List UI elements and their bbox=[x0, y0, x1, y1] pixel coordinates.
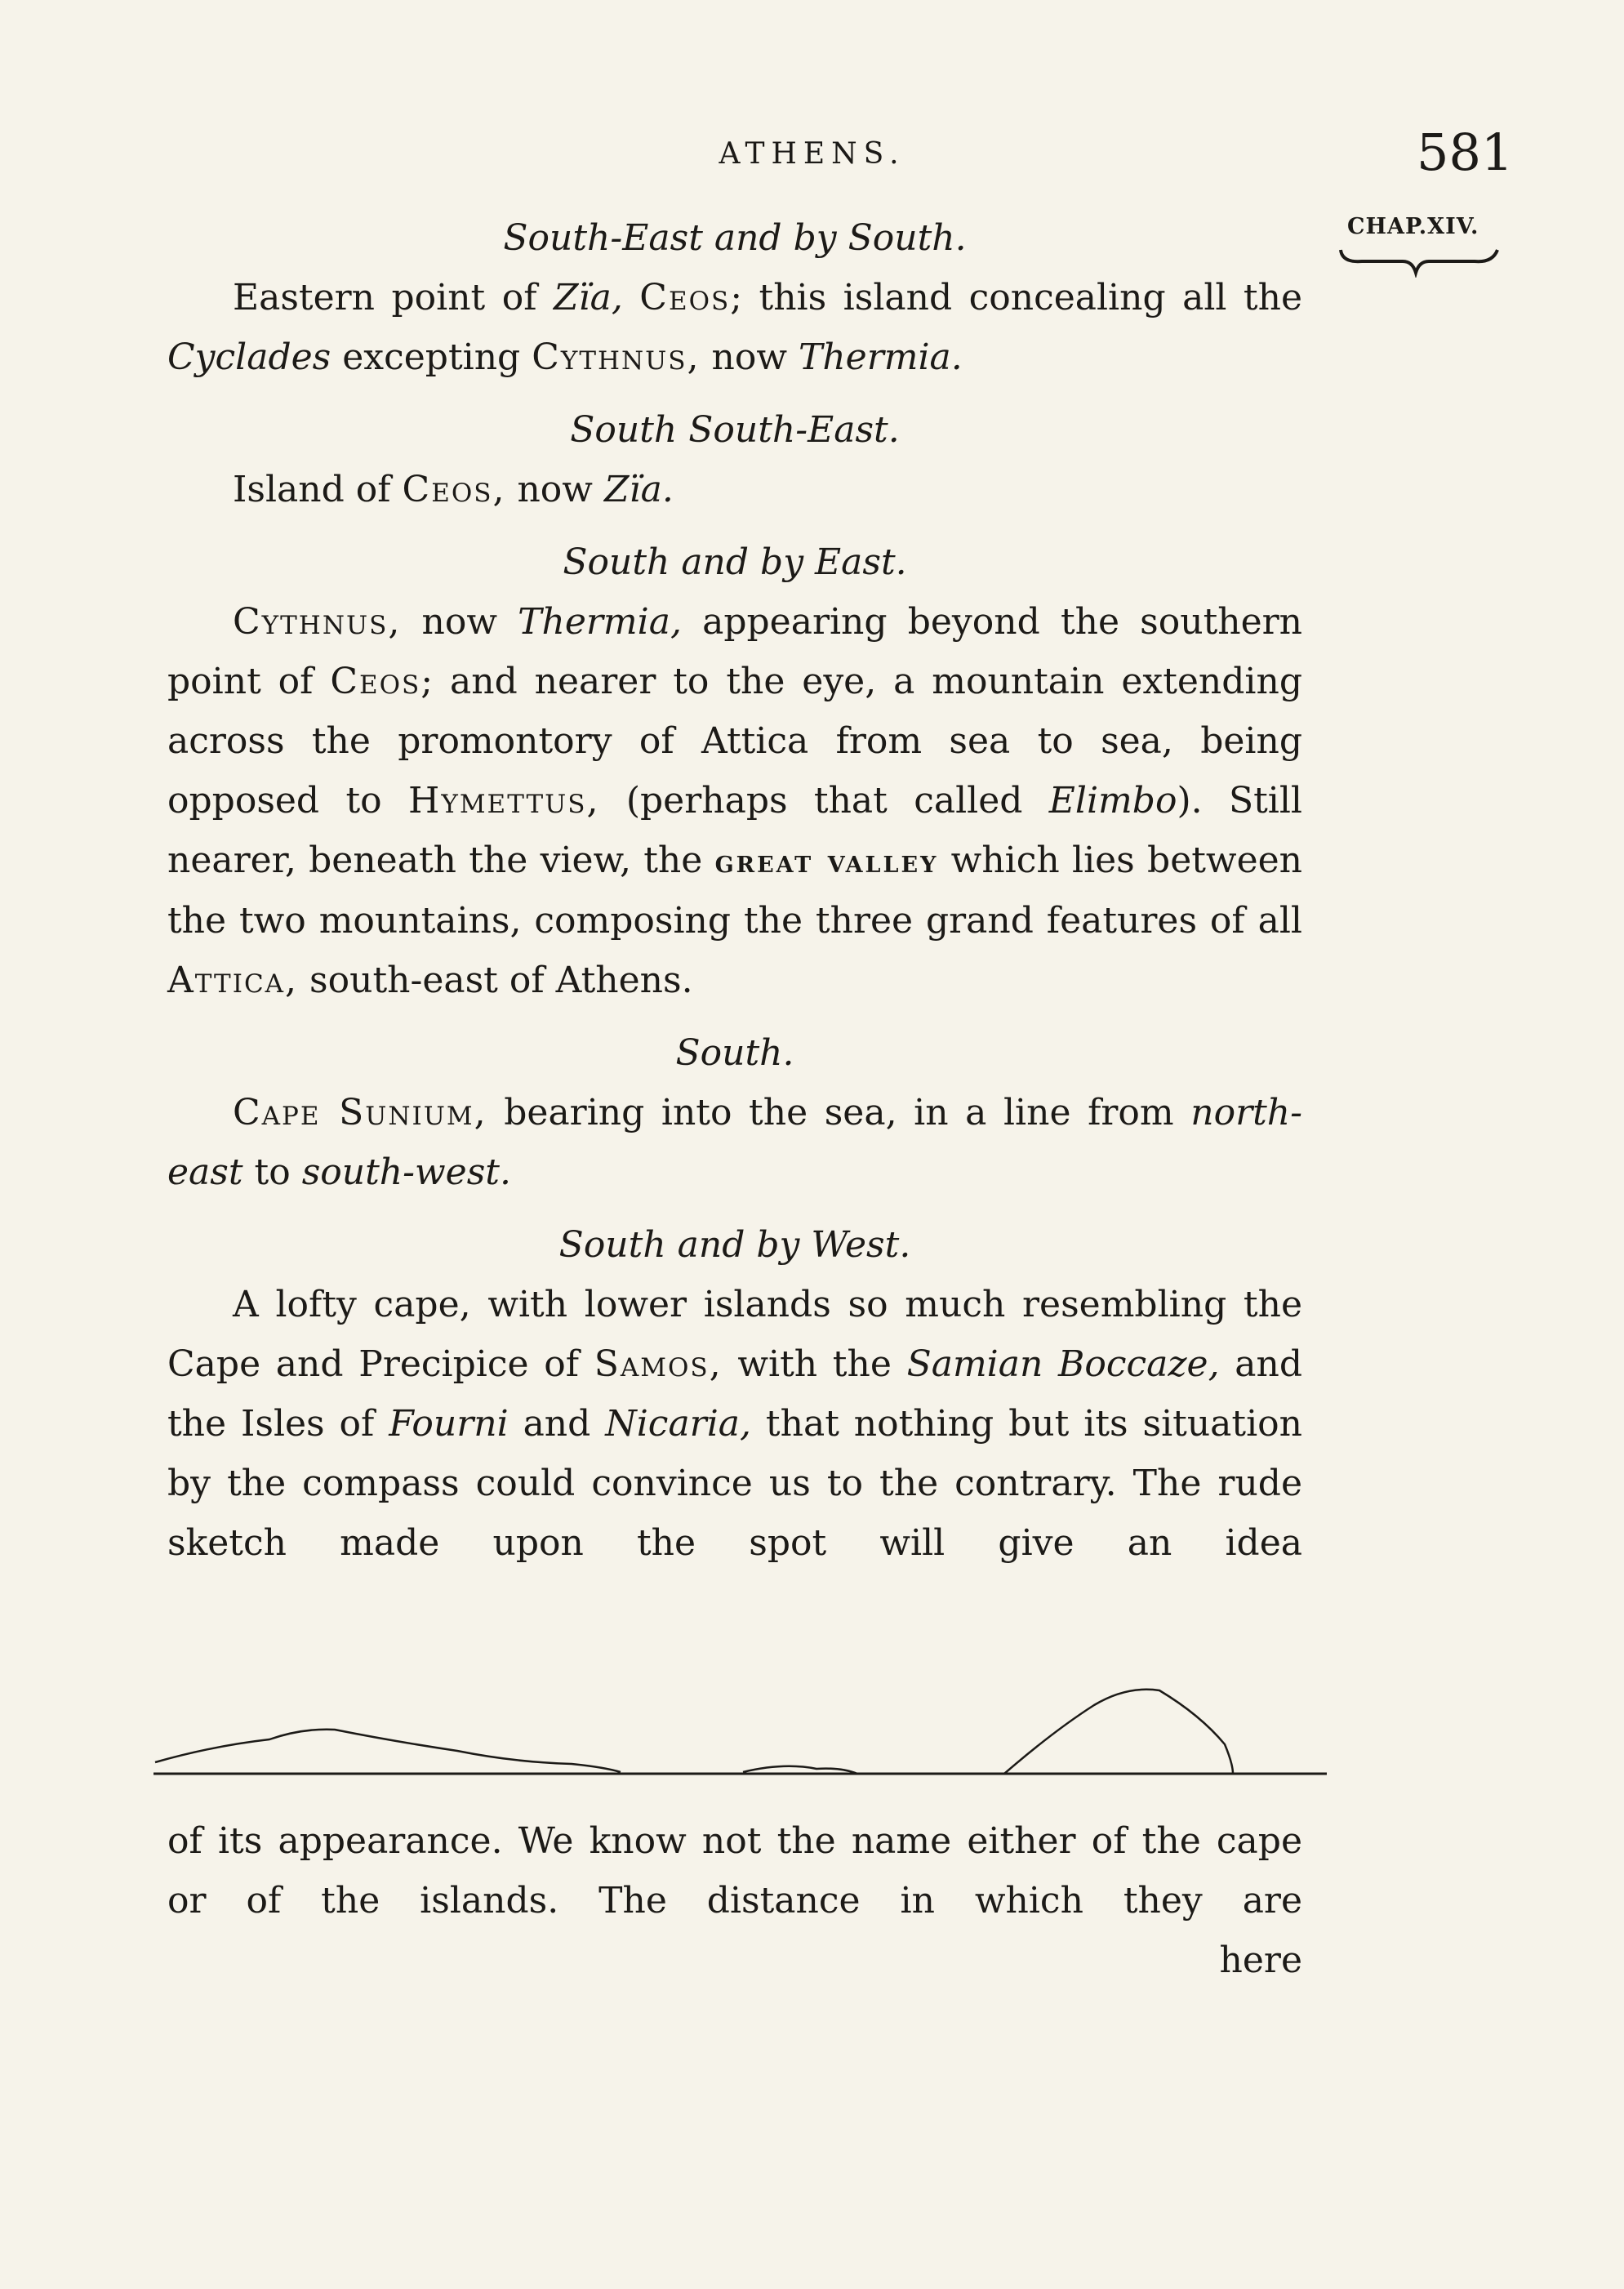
coastline-sketch bbox=[147, 1666, 1339, 1788]
section-heading: South. bbox=[675, 1032, 794, 1074]
chapter-label: CHAP.XIV. bbox=[1347, 214, 1479, 239]
paragraph: Island of Ceos, now Zïa. bbox=[233, 469, 674, 510]
section-heading: South and by East. bbox=[563, 541, 907, 583]
paragraph: of its appearance. We know not the name either of the cape or of the islands. The distance in which they are bbox=[167, 1820, 1302, 1922]
running-title: ATHENS. bbox=[719, 137, 905, 171]
paragraph: Eastern point of Zïa, Ceos; this island concealing all the Cyclades excepting Cythnus, now Thermia. bbox=[167, 277, 1302, 378]
catchword: here bbox=[1219, 1939, 1302, 1981]
chapter-brace-icon bbox=[1337, 245, 1501, 278]
section-heading: South and by West. bbox=[558, 1224, 911, 1266]
paragraph: A lofty cape, with lower islands so much resembling the Cape and Precipice of Samos, with the Samian Boccaze, and the Isles of Fourni and Nicaria, that nothing but its situation by the compass could convince us to the contrary. The rude sketch made upon the spot will give an idea bbox=[167, 1284, 1303, 1564]
section-heading: South South-East. bbox=[570, 409, 900, 451]
paragraph: Cythnus, now Thermia, appearing beyond the southern point of Ceos; and nearer to the eye, a mountain extending across the promontory of Attica from sea to sea, being opposed to Hymettus, (perhaps that called Elimbo). Still nearer, beneath the view, the great valley which lies between the two mountains, composing the three grand features of all Attica, south-east of Athens. bbox=[167, 601, 1303, 1001]
lofty-cape-outline bbox=[1004, 1690, 1233, 1774]
continued-text bbox=[167, 1811, 1302, 1990]
left-island-outline bbox=[155, 1730, 621, 1772]
section-heading: South-East and by South. bbox=[503, 217, 967, 259]
main-text bbox=[167, 208, 1302, 1573]
page-number: 581 bbox=[1417, 122, 1514, 182]
paragraph: Cape Sunium, bearing into the sea, in a line from north-east to south-west. bbox=[167, 1092, 1302, 1193]
